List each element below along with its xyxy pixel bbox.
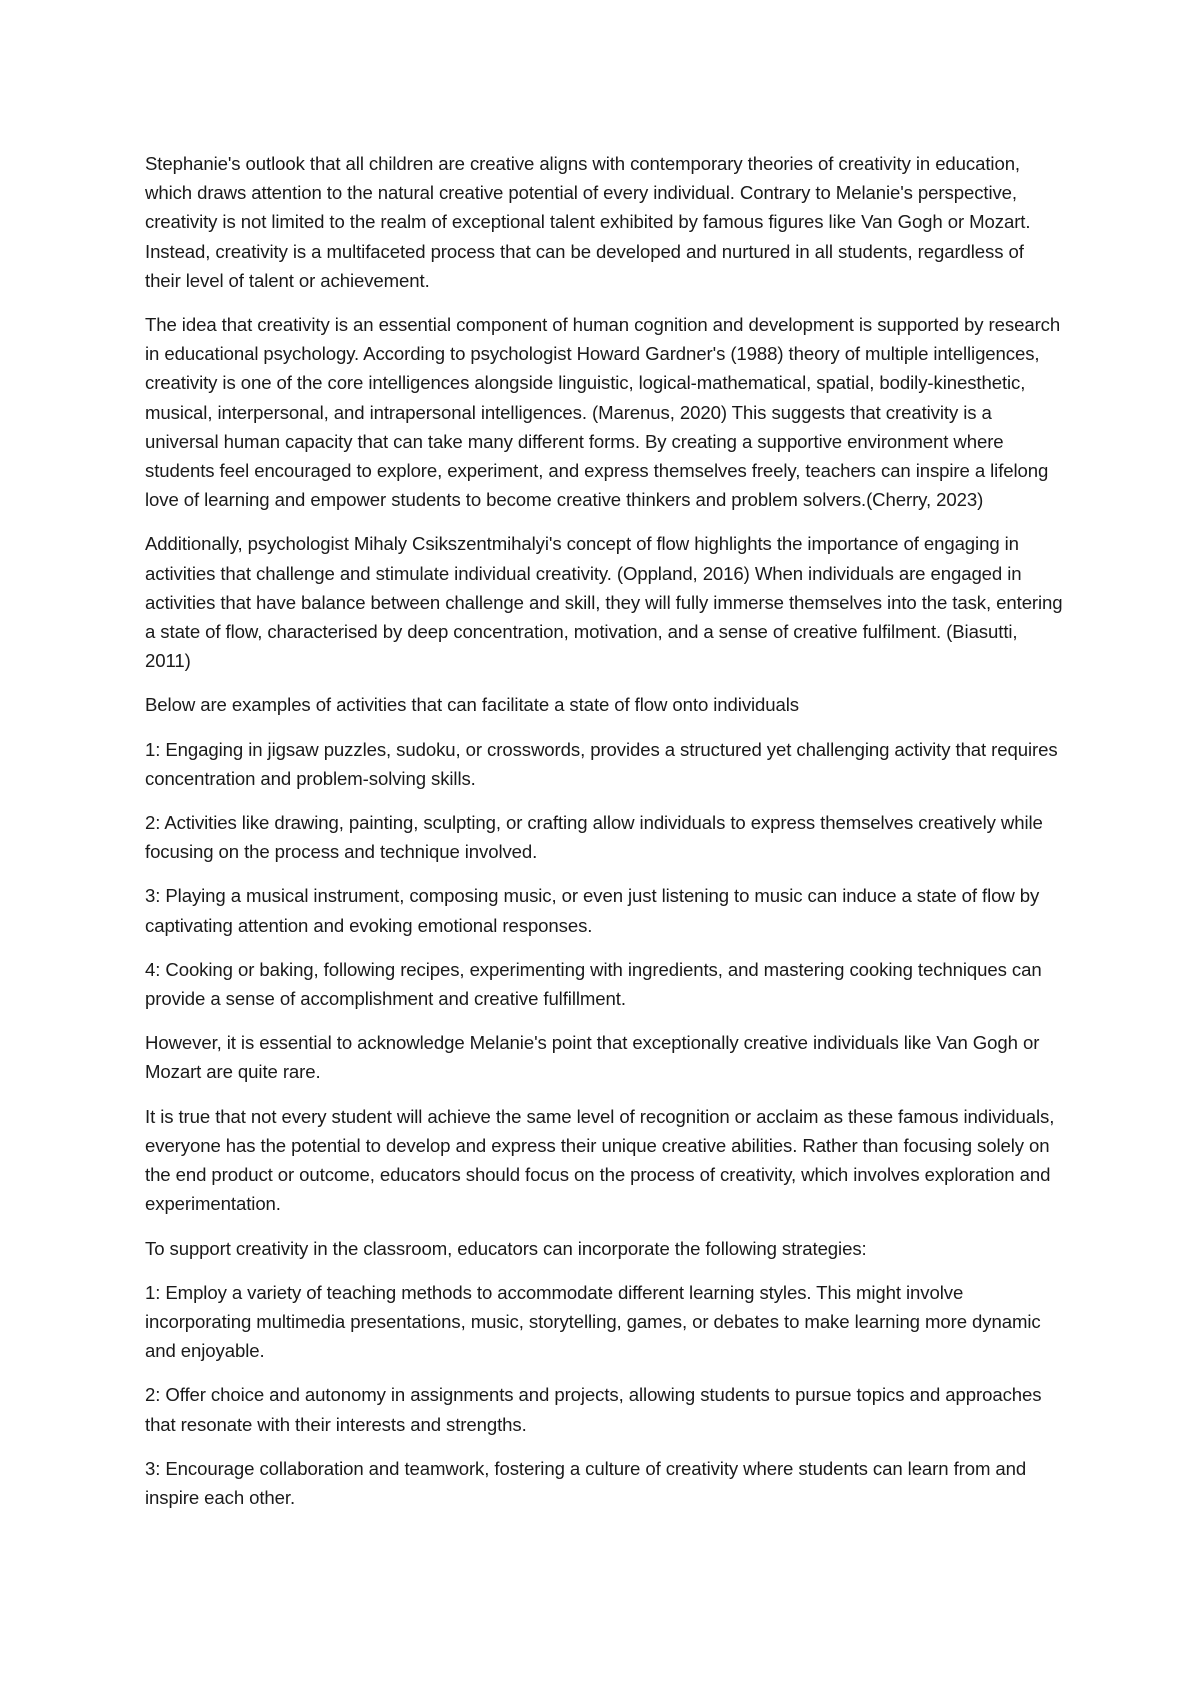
- paragraph-flow-concept: Additionally, psychologist Mihaly Csikszentmihalyi's concept of flow highlights the importance of engaging in activities that challenge and stimulate individual creativity. (Oppland, 2016) When individuals are engaged in activities that have balance between challenge and skill, they will fully immerse themselves into the task, entering a state of flow, characterised by deep concentration, motivation, and a sense of creative fulfilment. (Biasutti, 2011): [145, 533, 1063, 672]
- list-item-flow-activity-3: 3: Playing a musical instrument, composing music, or even just listening to music can induce a state of flow by captivating attention and evoking emotional responses.: [145, 885, 1040, 936]
- paragraph-strategies-intro: To support creativity in the classroom, educators can incorporate the following strategies:: [145, 1237, 867, 1259]
- list-item-flow-activity-1: 1: Engaging in jigsaw puzzles, sudoku, or crosswords, provides a structured yet challenging activity that requires concentration and problem-solving skills.: [145, 738, 1058, 789]
- paragraph-gardner-intelligences: The idea that creativity is an essential component of human cognition and development is supported by research in educational psychology. According to psychologist Howard Gardner's (1988) theory of multiple intelligences, creativity is one of the core intelligences alongside linguistic, logical-mathematical, spatial, bodily-kinesthetic, musical, interpersonal, and intrapersonal intelligences. (Marenus, 2020) This suggests that creativity is a universal human capacity that can take many different forms. By creating a supportive environment where students feel encouraged to explore, experiment, and express themselves freely, teachers can inspire a lifelong love of learning and empower students to become creative thinkers and problem solvers.(Cherry, 2023): [145, 314, 1061, 511]
- list-item-strategy-1: 1: Employ a variety of teaching methods to accommodate different learning styles. This might involve incorporating multimedia presentations, music, storytelling, games, or debates to make learning more dynamic and enjoyable.: [145, 1281, 1041, 1362]
- document-body: [145, 149, 1063, 1527]
- list-item-strategy-2: 2: Offer choice and autonomy in assignments and projects, allowing students to pursue topics and approaches that resonate with their interests and strengths.: [145, 1384, 1042, 1435]
- paragraph-process-focus: It is true that not every student will achieve the same level of recognition or acclaim as these famous individuals, everyone has the potential to develop and express their unique creative abilities. Rather than focusing solely on the end product or outcome, educators should focus on the process of creativity, which involves exploration and experimentation.: [145, 1105, 1055, 1215]
- paragraph-melanie-point: However, it is essential to acknowledge Melanie's point that exceptionally creative individuals like Van Gogh or Mozart are quite rare.: [145, 1032, 1040, 1083]
- list-item-strategy-3: 3: Encourage collaboration and teamwork, fostering a culture of creativity where students can learn from and inspire each other.: [145, 1457, 1027, 1508]
- paragraph-flow-examples-intro: Below are examples of activities that can facilitate a state of flow onto individuals: [145, 694, 799, 716]
- list-item-flow-activity-4: 4: Cooking or baking, following recipes, experimenting with ingredients, and mastering cooking techniques can provide a sense of accomplishment and creative fulfillment.: [145, 958, 1042, 1010]
- list-item-flow-activity-2: 2: Activities like drawing, painting, sculpting, or crafting allow individuals to express themselves creatively while focusing on the process and technique involved.: [145, 812, 1043, 863]
- paragraph-intro-creativity: Stephanie's outlook that all children are creative aligns with contemporary theories of creativity in education, which draws attention to the natural creative potential of every individual. Contrary to Melanie's perspective, creativity is not limited to the realm of exceptional talent exhibited by famous figures like Van Gogh or Mozart. Instead, creativity is a multifaceted process that can be developed and nurtured in all students, regardless of their level of talent or achievement.: [145, 153, 1031, 291]
